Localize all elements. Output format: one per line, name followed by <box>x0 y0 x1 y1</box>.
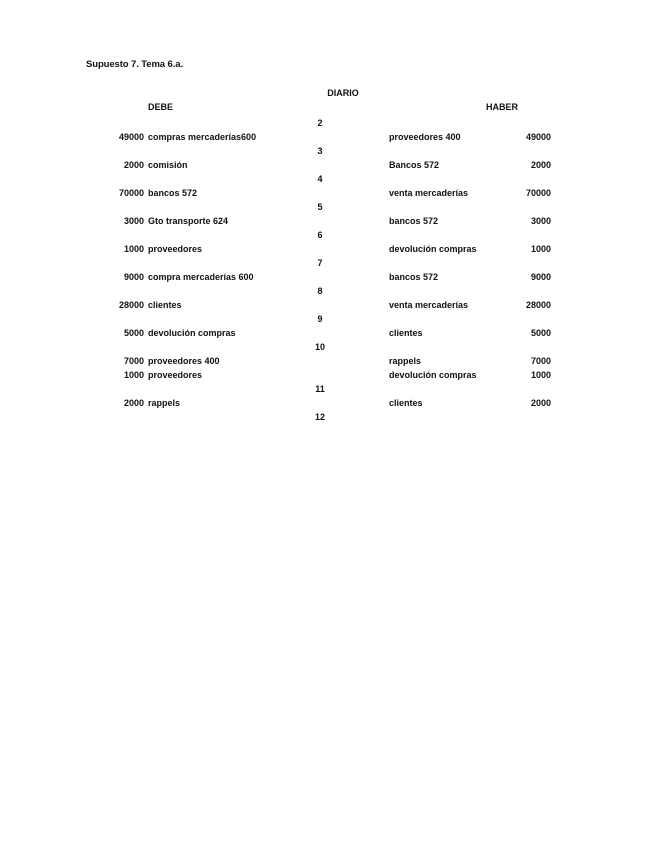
credit-amount: 49000 <box>525 132 551 142</box>
entry-number-row <box>0 144 655 158</box>
credit-amount: 2000 <box>530 160 551 170</box>
entry-number-row <box>0 116 655 130</box>
entry-number: 11 <box>315 384 325 394</box>
entry-number-row <box>0 172 655 186</box>
debit-column-header: DEBE <box>148 102 174 112</box>
debit-account: bancos 572 <box>148 188 198 198</box>
debit-amount: 28000 <box>118 300 144 310</box>
credit-account: Bancos 572 <box>389 160 440 170</box>
credit-account: proveedores 400 <box>389 132 461 142</box>
journal-line <box>0 270 655 284</box>
debit-amount: 2000 <box>123 160 144 170</box>
entry-number-row <box>0 256 655 270</box>
credit-account: devolución compras <box>389 370 477 380</box>
credit-amount: 1000 <box>530 244 551 254</box>
entry-number-row <box>0 312 655 326</box>
journal-line <box>0 186 655 200</box>
credit-account: clientes <box>389 328 423 338</box>
credit-account: bancos 572 <box>389 272 439 282</box>
debit-amount: 70000 <box>118 188 144 198</box>
journal-line <box>0 396 655 410</box>
credit-account: bancos 572 <box>389 216 439 226</box>
debit-amount: 3000 <box>123 216 144 226</box>
debit-account: compra mercaderías 600 <box>148 272 254 282</box>
journal-line <box>0 354 655 368</box>
credit-account: venta mercaderías <box>389 300 469 310</box>
debit-amount: 5000 <box>123 328 144 338</box>
entry-number: 2 <box>317 118 323 128</box>
debit-amount: 7000 <box>123 356 144 366</box>
entry-number: 9 <box>317 314 323 324</box>
debit-amount: 1000 <box>123 370 144 380</box>
journal-line <box>0 130 655 144</box>
entry-number: 7 <box>317 258 323 268</box>
credit-account: rappels <box>389 356 422 366</box>
debit-account: clientes <box>148 300 182 310</box>
debit-account: compras mercaderías600 <box>148 132 257 142</box>
credit-amount: 2000 <box>530 398 551 408</box>
credit-amount: 1000 <box>530 370 551 380</box>
debit-account: proveedores 400 <box>148 356 220 366</box>
credit-amount: 5000 <box>530 328 551 338</box>
journal-line <box>0 298 655 312</box>
entry-number-row <box>0 284 655 298</box>
journal-entries <box>0 116 655 424</box>
debit-account: proveedores <box>148 244 203 254</box>
debit-account: devolución compras <box>148 328 236 338</box>
debit-amount: 1000 <box>123 244 144 254</box>
debit-account: rappels <box>148 398 181 408</box>
credit-account: venta mercaderías <box>389 188 469 198</box>
journal-line <box>0 368 655 382</box>
debit-account: Gto transporte 624 <box>148 216 229 226</box>
credit-account: clientes <box>389 398 423 408</box>
entry-number-row <box>0 410 655 424</box>
journal-line <box>0 214 655 228</box>
entry-number: 6 <box>317 230 323 240</box>
entry-number: 4 <box>317 174 323 184</box>
debit-amount: 49000 <box>118 132 144 142</box>
journal-title: DIARIO <box>327 88 359 98</box>
credit-column-header: HABER <box>486 102 519 112</box>
entry-number-row <box>0 228 655 242</box>
entry-number-row <box>0 382 655 396</box>
entry-number: 5 <box>317 202 323 212</box>
credit-account: devolución compras <box>389 244 477 254</box>
journal-line <box>0 326 655 340</box>
debit-amount: 2000 <box>123 398 144 408</box>
debit-account: comisión <box>148 160 188 170</box>
entry-number: 8 <box>317 286 323 296</box>
page-title: Supuesto 7. Tema 6.a. <box>86 59 183 70</box>
credit-amount: 7000 <box>530 356 551 366</box>
entry-number: 12 <box>314 412 325 422</box>
credit-amount: 3000 <box>530 216 551 226</box>
journal-line <box>0 158 655 172</box>
credit-amount: 9000 <box>530 272 551 282</box>
entry-number: 3 <box>317 146 323 156</box>
entry-number-row <box>0 200 655 214</box>
debit-amount: 9000 <box>123 272 144 282</box>
debit-account: proveedores <box>148 370 203 380</box>
entry-number-row <box>0 340 655 354</box>
entry-number: 10 <box>314 342 325 352</box>
credit-amount: 70000 <box>525 188 551 198</box>
credit-amount: 28000 <box>525 300 551 310</box>
journal-line <box>0 242 655 256</box>
